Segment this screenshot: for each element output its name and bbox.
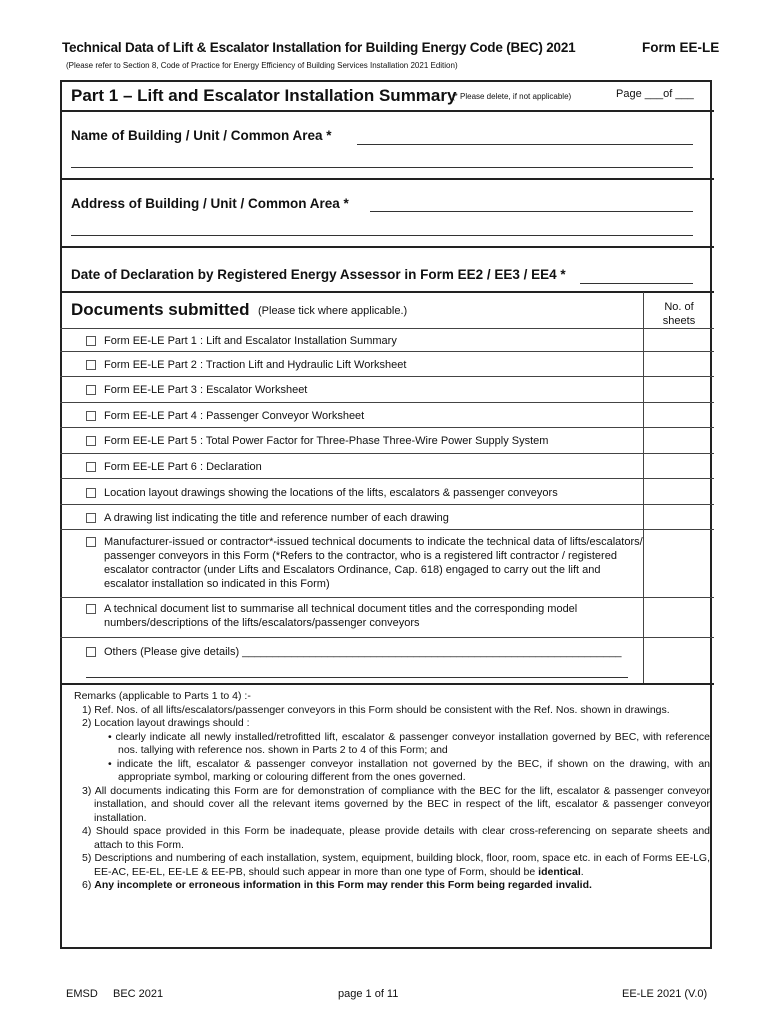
- checkbox[interactable]: [86, 647, 96, 657]
- checkbox[interactable]: [86, 411, 96, 421]
- part-title: Part 1 – Lift and Escalator Installation Summary: [71, 86, 457, 105]
- list-item: [86, 535, 644, 591]
- remark-text-end: .: [580, 865, 584, 878]
- address-input-line-2[interactable]: [71, 235, 693, 236]
- part-note: (* Please delete, if not applicable): [452, 92, 572, 101]
- address-label: Address of Building / Unit / Common Area *: [71, 196, 349, 211]
- checkbox[interactable]: [86, 385, 96, 395]
- declaration-date-label: Date of Declaration by Registered Energy Assessor in Form EE2 / EE3 / EE4 *: [71, 267, 566, 282]
- remarks-heading: Remarks (applicable to Parts 1 to 4) :-: [74, 690, 251, 702]
- row-divider: [60, 504, 714, 505]
- remark-item: 3) All documents indicating this Form are for demonstration of compliance with the BEC for the lift, escalator & passenger conveyor installation, and should cover all the relevant items governed by the BEC in respect of the lift, escalator & passenger conveyor installation.: [82, 784, 710, 824]
- list-item-label: A drawing list indicating the title and reference number of each drawing: [104, 512, 449, 524]
- remark-subitem: • clearly indicate all newly installed/retrofitted lift, escalator & passenger conveyor installation governed by BEC, with reference nos. tallying with reference nos. shown in Parts 2 to 4 of this Form; and: [108, 730, 710, 756]
- divider: [60, 683, 714, 685]
- remark-emphasis: Any incomplete or erroneous information in this Form may render this Form being regarded invalid.: [94, 879, 592, 891]
- row-divider: [60, 427, 714, 428]
- others-details-input-line[interactable]: [86, 677, 628, 678]
- list-item-label: A technical document list to summarise all technical document titles and the corresponding model numbers/descriptions of the lifts/escalators/passenger conveyors: [104, 603, 578, 629]
- row-divider: [60, 351, 714, 352]
- page-number-field[interactable]: Page ___of ___: [616, 88, 694, 100]
- remark-item: 1) Ref. Nos. of all lifts/escalators/passenger conveyors in this Form should be consistent with the Ref. Nos. shown in drawings.: [82, 703, 670, 716]
- declaration-date-input-line[interactable]: [580, 283, 693, 284]
- document-subtitle: (Please refer to Section 8, Code of Practice for Energy Efficiency of Building Services Installation 2021 Edition): [66, 61, 458, 70]
- checkbox[interactable]: [86, 360, 96, 370]
- form-code: Form EE-LE: [642, 40, 720, 55]
- checkbox[interactable]: [86, 462, 96, 472]
- checkbox[interactable]: [86, 336, 96, 346]
- list-item-label: Form EE-LE Part 2 : Traction Lift and Hydraulic Lift Worksheet: [104, 359, 407, 371]
- checkbox[interactable]: [86, 436, 96, 446]
- list-item: [86, 602, 644, 630]
- list-item-label: Form EE-LE Part 6 : Declaration: [104, 461, 262, 473]
- checkbox[interactable]: [86, 537, 96, 547]
- checkbox[interactable]: [86, 488, 96, 498]
- list-item-label: Form EE-LE Part 1 : Lift and Escalator Installation Summary: [104, 335, 397, 347]
- footer-org: EMSD: [66, 988, 98, 1000]
- address-input-line-1[interactable]: [370, 211, 693, 212]
- list-item: [86, 409, 364, 423]
- remark-item: [74, 852, 710, 879]
- remark-number: 6): [82, 879, 92, 891]
- sheets-header-line-2: sheets: [662, 315, 696, 327]
- sheets-column-header: [646, 300, 712, 328]
- list-item: [86, 486, 558, 500]
- remark-item: 2) Location layout drawings should :: [82, 717, 250, 729]
- row-divider: [60, 328, 714, 329]
- remark-emphasis: identical: [538, 865, 581, 878]
- row-divider: [60, 453, 714, 454]
- list-item: [86, 434, 548, 448]
- list-item: [86, 645, 621, 659]
- list-item: [86, 334, 397, 348]
- building-name-input-line-2[interactable]: [71, 167, 693, 168]
- row-divider: [60, 376, 714, 377]
- footer-version: EE-LE 2021 (V.0): [622, 988, 708, 1000]
- row-divider: [60, 402, 714, 403]
- divider: [60, 178, 714, 180]
- divider: [60, 246, 714, 248]
- list-item-label: Form EE-LE Part 5 : Total Power Factor for Three-Phase Three-Wire Power Supply System: [104, 435, 549, 447]
- divider: [60, 110, 714, 112]
- building-name-label: Name of Building / Unit / Common Area *: [71, 128, 332, 143]
- remark-subitem: • indicate the lift, escalator & passenger conveyor installation not governed by the BEC, if shown on the drawing, with an appropriate symbol, marking or colouring different from the ones governed.: [108, 757, 710, 783]
- list-item: [86, 383, 307, 397]
- list-item: [86, 460, 262, 474]
- list-item-label: Location layout drawings showing the locations of the lifts, escalators & passenger conveyors: [104, 487, 558, 499]
- documents-title: Documents submitted: [71, 300, 250, 319]
- list-item-label: Form EE-LE Part 3 : Escalator Worksheet: [104, 384, 308, 396]
- divider: [60, 291, 714, 293]
- list-item: [86, 358, 406, 372]
- list-item-label: Others (Please give details) ______________________________________________________________: [104, 646, 622, 658]
- list-item-label: Manufacturer-issued or contractor*-issued technical documents to indicate the technical data of lifts/escalators/ passenger conveyors in this Form (*Refers to the contractor, who is a registered lift contractor / registered escalator contractor (under Lifts and Escalators Ordinance, Cap. 618) engaged to carry out the lift and escalator installation so indicated in this Form): [104, 536, 643, 590]
- remark-item: 4) Should space provided in this Form be inadequate, please provide details with clear cross-referencing on separate sheets and attach to this Form.: [82, 825, 710, 851]
- footer-code: BEC 2021: [113, 988, 164, 1000]
- document-title: Technical Data of Lift & Escalator Installation for Building Energy Code (BEC) 2021: [62, 40, 576, 55]
- checkbox[interactable]: [86, 604, 96, 614]
- remark-item: [74, 879, 710, 893]
- remark-text: 5) Descriptions and numbering of each installation, system, equipment, building block, floor, room, space etc. in each of Forms EE-LG, EE-AC, EE-EL, EE-LE & EE-PB, should such appear in more than one type of Form, should be: [82, 852, 710, 878]
- documents-note: (Please tick where applicable.): [258, 305, 408, 317]
- list-item-label: Form EE-LE Part 4 : Passenger Conveyor Worksheet: [104, 410, 365, 422]
- remarks-section: [74, 690, 710, 893]
- footer-page: page 1 of 11: [338, 988, 399, 1000]
- row-divider: [60, 597, 714, 598]
- checkbox[interactable]: [86, 513, 96, 523]
- list-item: [86, 511, 449, 525]
- row-divider: [60, 637, 714, 638]
- sheets-header-line-1: No. of: [664, 301, 694, 313]
- row-divider: [60, 478, 714, 479]
- row-divider: [60, 529, 714, 530]
- building-name-input-line-1[interactable]: [357, 144, 693, 145]
